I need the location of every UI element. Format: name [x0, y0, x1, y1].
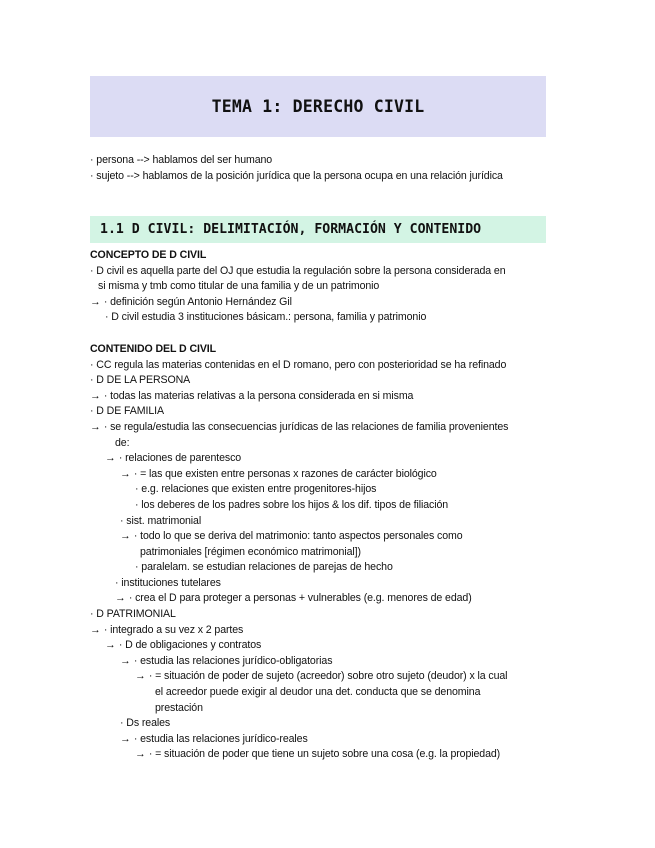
- text-line: [90, 591, 635, 607]
- text-line: [90, 451, 635, 467]
- text-line: [90, 389, 635, 405]
- text: · = las que existen entre personas x razones de carácter biológico: [133, 467, 437, 480]
- text: · todas las materias relativas a la persona considerada en si misma: [103, 389, 414, 402]
- text-line: [90, 747, 635, 763]
- text-line: [90, 467, 635, 483]
- text-line: · D PATRIMONIAL: [90, 608, 176, 621]
- intro-line: · persona --> hablamos del ser humano: [90, 154, 273, 166]
- arrow-icon: →: [135, 670, 146, 683]
- text-line: [90, 638, 635, 654]
- text: · integrado a su vez x 2 partes: [103, 623, 244, 636]
- text-line: · D civil es aquella parte del OJ que estudia la regulación sobre la persona considerada en: [90, 264, 506, 277]
- arrow-icon: →: [90, 295, 101, 308]
- text-line: [90, 420, 635, 436]
- text-line: · CC regula las materias contenidas en el D romano, pero con posterioridad se ha refinado: [90, 358, 507, 371]
- section-body: [90, 248, 635, 763]
- text-line: · instituciones tutelares: [115, 576, 221, 589]
- title-banner: [90, 76, 546, 137]
- text-line: · Ds reales: [120, 717, 171, 730]
- text: · D de obligaciones y contratos: [118, 639, 262, 652]
- text-line: · e.g. relaciones que existen entre progenitores-hijos: [135, 483, 377, 496]
- arrow-icon: →: [105, 452, 116, 465]
- text-line: · los deberes de los padres sobre los hijos & los dif. tipos de filiación: [135, 498, 449, 511]
- text: · crea el D para proteger a personas + vulnerables (e.g. menores de edad): [128, 592, 472, 605]
- text-line: [90, 295, 635, 311]
- arrow-icon: →: [120, 732, 131, 745]
- arrow-icon: →: [105, 639, 116, 652]
- document-title: TEMA 1: DERECHO CIVIL: [211, 97, 425, 116]
- text: · todo lo que se deriva del matrimonio: tanto aspectos personales como: [133, 530, 463, 543]
- subheading: CONCEPTO DE D CIVIL: [90, 249, 207, 261]
- text-line: · sist. matrimonial: [120, 514, 202, 527]
- text-line: patrimoniales [régimen económico matrimonial]): [140, 545, 361, 558]
- text-line: · D civil estudia 3 instituciones básicam.: persona, familia y patrimonio: [105, 311, 427, 324]
- arrow-icon: →: [120, 530, 131, 543]
- text-line: · D DE FAMILIA: [90, 405, 164, 418]
- arrow-icon: →: [115, 592, 126, 605]
- arrow-icon: →: [90, 420, 101, 433]
- intro-line: · sujeto --> hablamos de la posición jurídica que la persona ocupa en una relación jurídica: [90, 169, 503, 182]
- text-line: · paralelam. se estudian relaciones de parejas de hecho: [135, 561, 393, 574]
- text: · se regula/estudia las consecuencias jurídicas de las relaciones de familia provenientes: [103, 420, 509, 433]
- arrow-icon: →: [90, 623, 101, 636]
- text-line: [90, 654, 635, 670]
- text-line: si misma y tmb como titular de una familia y de un patrimonio: [98, 280, 380, 293]
- text-line: [90, 669, 635, 685]
- intro-block: [90, 153, 630, 184]
- text: · estudia las relaciones jurídico-obligatorias: [133, 654, 333, 667]
- text-line: [90, 529, 635, 545]
- text: · = situación de poder que tiene un sujeto sobre una cosa (e.g. la propiedad): [148, 748, 501, 761]
- arrow-icon: →: [90, 389, 101, 402]
- text-line: prestación: [155, 701, 203, 714]
- arrow-icon: →: [135, 748, 146, 761]
- text-line: · D DE LA PERSONA: [90, 374, 191, 387]
- text: · estudia las relaciones jurídico-reales: [133, 732, 308, 745]
- arrow-icon: →: [120, 654, 131, 667]
- section-banner: [90, 216, 546, 243]
- subheading: CONTENIDO DEL D CIVIL: [90, 342, 217, 355]
- section-title: 1.1 D CIVIL: DELIMITACIÓN, FORMACIÓN Y CONTENIDO: [100, 222, 482, 237]
- text: · = situación de poder de sujeto (acreedor) sobre otro sujeto (deudor) x la cual: [148, 670, 508, 683]
- text: · relaciones de parentesco: [118, 452, 242, 465]
- text-line: el acreedor puede exigir al deudor una det. conducta que se denomina: [155, 686, 481, 699]
- text: · definición según Antonio Hernández Gil: [103, 295, 292, 308]
- text-line: [90, 732, 635, 748]
- arrow-icon: →: [120, 467, 131, 480]
- text-line: [90, 623, 635, 639]
- text-line: de:: [115, 436, 130, 449]
